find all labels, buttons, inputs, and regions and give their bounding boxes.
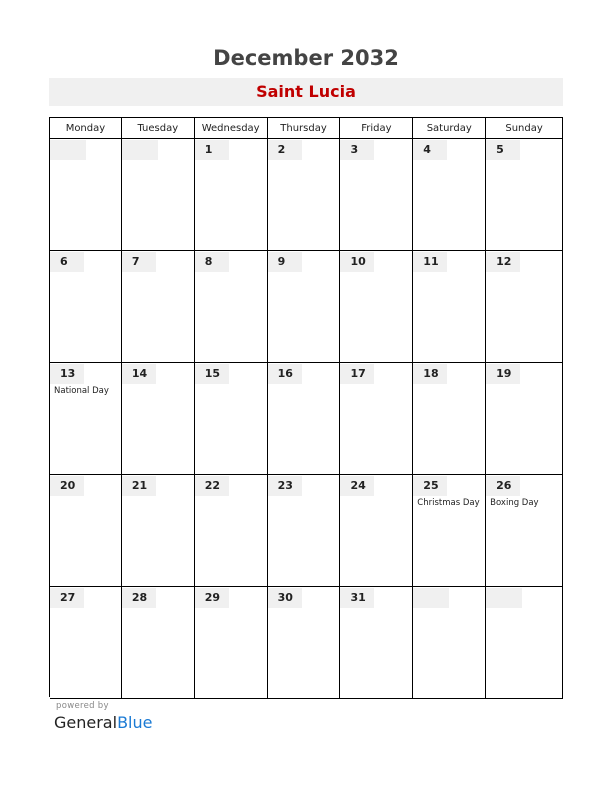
weekday-header-sunday: Sunday [486,118,563,139]
day-cell[interactable] [268,251,341,363]
week-row [50,251,563,363]
day-cell[interactable] [413,363,486,475]
day-number: 12 [486,252,520,272]
day-cell[interactable] [50,363,122,475]
weekday-header-saturday: Saturday [413,118,486,139]
day-number [486,588,522,608]
day-cell[interactable] [122,475,195,587]
weekday-header-thursday: Thursday [268,118,341,139]
holiday-label: Boxing Day [490,498,539,508]
day-number: 2 [268,140,302,160]
day-cell[interactable] [268,139,341,251]
day-cell[interactable] [268,475,341,587]
day-cell[interactable] [413,475,486,587]
calendar-title: December 2032 [213,46,399,70]
day-number [50,140,86,160]
day-cell[interactable] [122,363,195,475]
brand-blue: Blue [117,713,153,732]
day-cell[interactable] [268,363,341,475]
day-cell[interactable] [486,363,563,475]
day-number: 19 [486,364,520,384]
day-number: 20 [50,476,84,496]
day-cell[interactable] [340,139,413,251]
weekday-header-monday: Monday [50,118,122,139]
day-cell[interactable] [486,475,563,587]
day-cell[interactable] [122,587,195,699]
weekday-header-row [50,118,563,139]
day-number: 26 [486,476,520,496]
day-cell[interactable] [50,139,122,251]
week-row [50,139,563,251]
weekday-header-tuesday: Tuesday [122,118,195,139]
day-cell[interactable] [122,251,195,363]
day-number: 3 [340,140,374,160]
day-cell[interactable] [340,363,413,475]
day-number: 31 [340,588,374,608]
day-number [413,588,449,608]
day-number: 21 [122,476,156,496]
day-cell[interactable] [340,475,413,587]
day-cell[interactable] [413,251,486,363]
day-number: 22 [195,476,229,496]
day-cell[interactable] [413,587,486,699]
day-number [122,140,158,160]
week-row [50,475,563,587]
day-number: 27 [50,588,84,608]
day-cell[interactable] [486,139,563,251]
day-number: 5 [486,140,520,160]
weekday-header-friday: Friday [340,118,413,139]
day-number: 15 [195,364,229,384]
weekday-header-wednesday: Wednesday [195,118,268,139]
day-cell[interactable] [50,251,122,363]
day-number: 9 [268,252,302,272]
day-number: 11 [413,252,447,272]
day-cell[interactable] [50,587,122,699]
day-number: 24 [340,476,374,496]
calendar-grid [49,117,563,697]
day-cell[interactable] [486,251,563,363]
day-cell[interactable] [195,475,268,587]
day-number: 6 [50,252,84,272]
day-cell[interactable] [122,139,195,251]
day-cell[interactable] [195,587,268,699]
day-number: 13 [50,364,84,384]
day-number: 23 [268,476,302,496]
day-number: 25 [413,476,447,496]
holiday-label: National Day [54,386,109,396]
day-number: 29 [195,588,229,608]
day-cell[interactable] [340,251,413,363]
day-cell[interactable] [413,139,486,251]
day-cell[interactable] [195,251,268,363]
day-number: 8 [195,252,229,272]
day-number: 1 [195,140,229,160]
day-cell[interactable] [340,587,413,699]
week-row [50,587,563,699]
day-cell[interactable] [50,475,122,587]
day-number: 10 [340,252,374,272]
brand-general: General [54,713,118,732]
country-name: Saint Lucia [49,78,563,106]
day-number: 17 [340,364,374,384]
day-number: 30 [268,588,302,608]
generalblue-logo[interactable] [54,713,152,732]
day-number: 4 [413,140,447,160]
day-cell[interactable] [195,139,268,251]
day-cell[interactable] [195,363,268,475]
day-cell[interactable] [486,587,563,699]
day-number: 28 [122,588,156,608]
holiday-label: Christmas Day [417,498,480,508]
day-number: 14 [122,364,156,384]
day-number: 16 [268,364,302,384]
day-number: 7 [122,252,156,272]
powered-by-text: powered by [56,701,109,711]
day-number: 18 [413,364,447,384]
week-row [50,363,563,475]
day-cell[interactable] [268,587,341,699]
